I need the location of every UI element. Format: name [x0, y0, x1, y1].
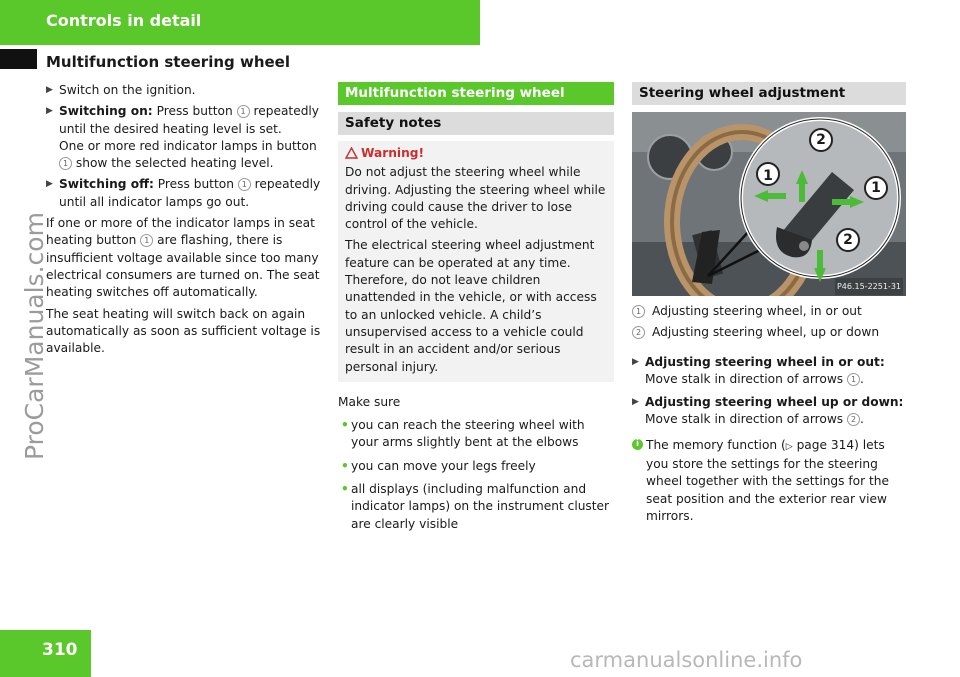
- column-middle: [338, 82, 614, 539]
- list-item: • you can move your legs freely: [338, 458, 614, 475]
- column-left: [46, 82, 323, 361]
- step-arrow-icon: ▶: [632, 397, 639, 408]
- warning-triangle-icon: [345, 147, 358, 159]
- callout-1-icon: 1: [59, 157, 72, 170]
- callout-2-top-icon: 2: [809, 128, 833, 152]
- bullet-icon: •: [341, 482, 349, 497]
- info-icon: i: [632, 439, 643, 450]
- callout-2-bottom-icon: 2: [836, 228, 860, 252]
- callout-2-icon: 2: [847, 413, 860, 426]
- step-ignition: ▶ Switch on the ignition.: [46, 82, 323, 99]
- step-switching-on: ▶ Switching on: Press button 1 repeatedly until the desired heating level is set. One or more red indicator lamps in button 1 show the selected heating level.: [46, 104, 320, 171]
- warning-title: Warning!: [345, 145, 607, 162]
- header-tab-marker: [0, 49, 37, 69]
- step-up-down: ▶ Adjusting steering wheel up or down: Move stalk in direction of arrows 2 .: [632, 395, 904, 427]
- callout-2-icon: 2: [632, 326, 645, 339]
- callout-1-icon: 1: [237, 105, 250, 118]
- image-code: P46.15-2251-31: [835, 278, 903, 295]
- steering-wheel-photo: [632, 112, 906, 296]
- step-switching-off: ▶ Switching off: Press button 1 repeatedly until all indicator lamps go out.: [46, 177, 321, 209]
- section-title: Controls in detail: [46, 11, 202, 30]
- warning-box: [338, 141, 614, 382]
- section-heading: Multifunction steering wheel: [338, 82, 614, 105]
- warning-paragraph: The electrical steering wheel adjustment feature can be operated at any time. Therefore, do not leave children unattended in the vehicle, or with access to an unlocked vehicle. A child’s unsupervised access to a vehicle could result in an accident and/or serious personal injury.: [345, 238, 597, 374]
- bullet-icon: •: [341, 418, 349, 433]
- callout-1-left-icon: 1: [756, 162, 780, 186]
- callout-1-icon: 1: [238, 178, 251, 191]
- page-ref-arrow-icon: ▷: [785, 441, 793, 452]
- step-arrow-icon: ▶: [46, 85, 53, 95]
- callout-1-icon: 1: [632, 305, 645, 318]
- step-arrow-icon: ▶: [46, 179, 53, 190]
- page-number: 310: [42, 640, 78, 660]
- steering-adjust-heading: Steering wheel adjustment: [632, 82, 906, 105]
- callout-1-icon: 1: [140, 234, 153, 247]
- side-watermark: ProCarManuals.com: [20, 212, 49, 460]
- subsection-title: Multifunction steering wheel: [46, 53, 290, 71]
- column-right: [632, 82, 906, 525]
- footer-watermark: carmanualsonline.info: [570, 648, 803, 672]
- insufficient-voltage-note: If one or more of the indicator lamps in seat heating button 1 are flashing, there is insufficient voltage available since too many electrical consumers are turned on. The seat heating switches off automatically.: [46, 216, 320, 300]
- step-in-out: ▶ Adjusting steering wheel in or out: Move stalk in direction of arrows 1 .: [632, 354, 885, 386]
- memory-info-note: i The memory function (▷ page 314) lets you store the settings for the steering wheel together with the settings for the seat position and the exterior rear view mirrors.: [632, 437, 906, 525]
- legend-item: 2 Adjusting steering wheel, up or down: [632, 324, 906, 341]
- step-arrow-icon: ▶: [632, 356, 639, 367]
- legend-item: 1 Adjusting steering wheel, in or out: [632, 303, 906, 320]
- auto-reactivation-note: The seat heating will switch back on again automatically as soon as sufficient voltage is available.: [46, 306, 321, 356]
- step-arrow-icon: ▶: [46, 106, 53, 117]
- safety-notes-heading: Safety notes: [338, 112, 614, 135]
- make-sure-label: Make sure: [338, 394, 401, 409]
- list-item: • all displays (including malfunction and indicator lamps) on the instrument cluster are clearly visible: [341, 482, 610, 531]
- bullet-icon: •: [341, 458, 349, 473]
- callout-1-right-icon: 1: [864, 176, 888, 200]
- warning-paragraph: Do not adjust the steering wheel while driving. Adjusting the steering wheel while driving could cause the driver to lose control of the vehicle.: [345, 165, 606, 232]
- steering-stalk-illustration: [632, 112, 906, 296]
- callout-1-icon: 1: [847, 373, 860, 386]
- list-item: • you can reach the steering wheel with your arms slightly bent at the elbows: [341, 418, 585, 450]
